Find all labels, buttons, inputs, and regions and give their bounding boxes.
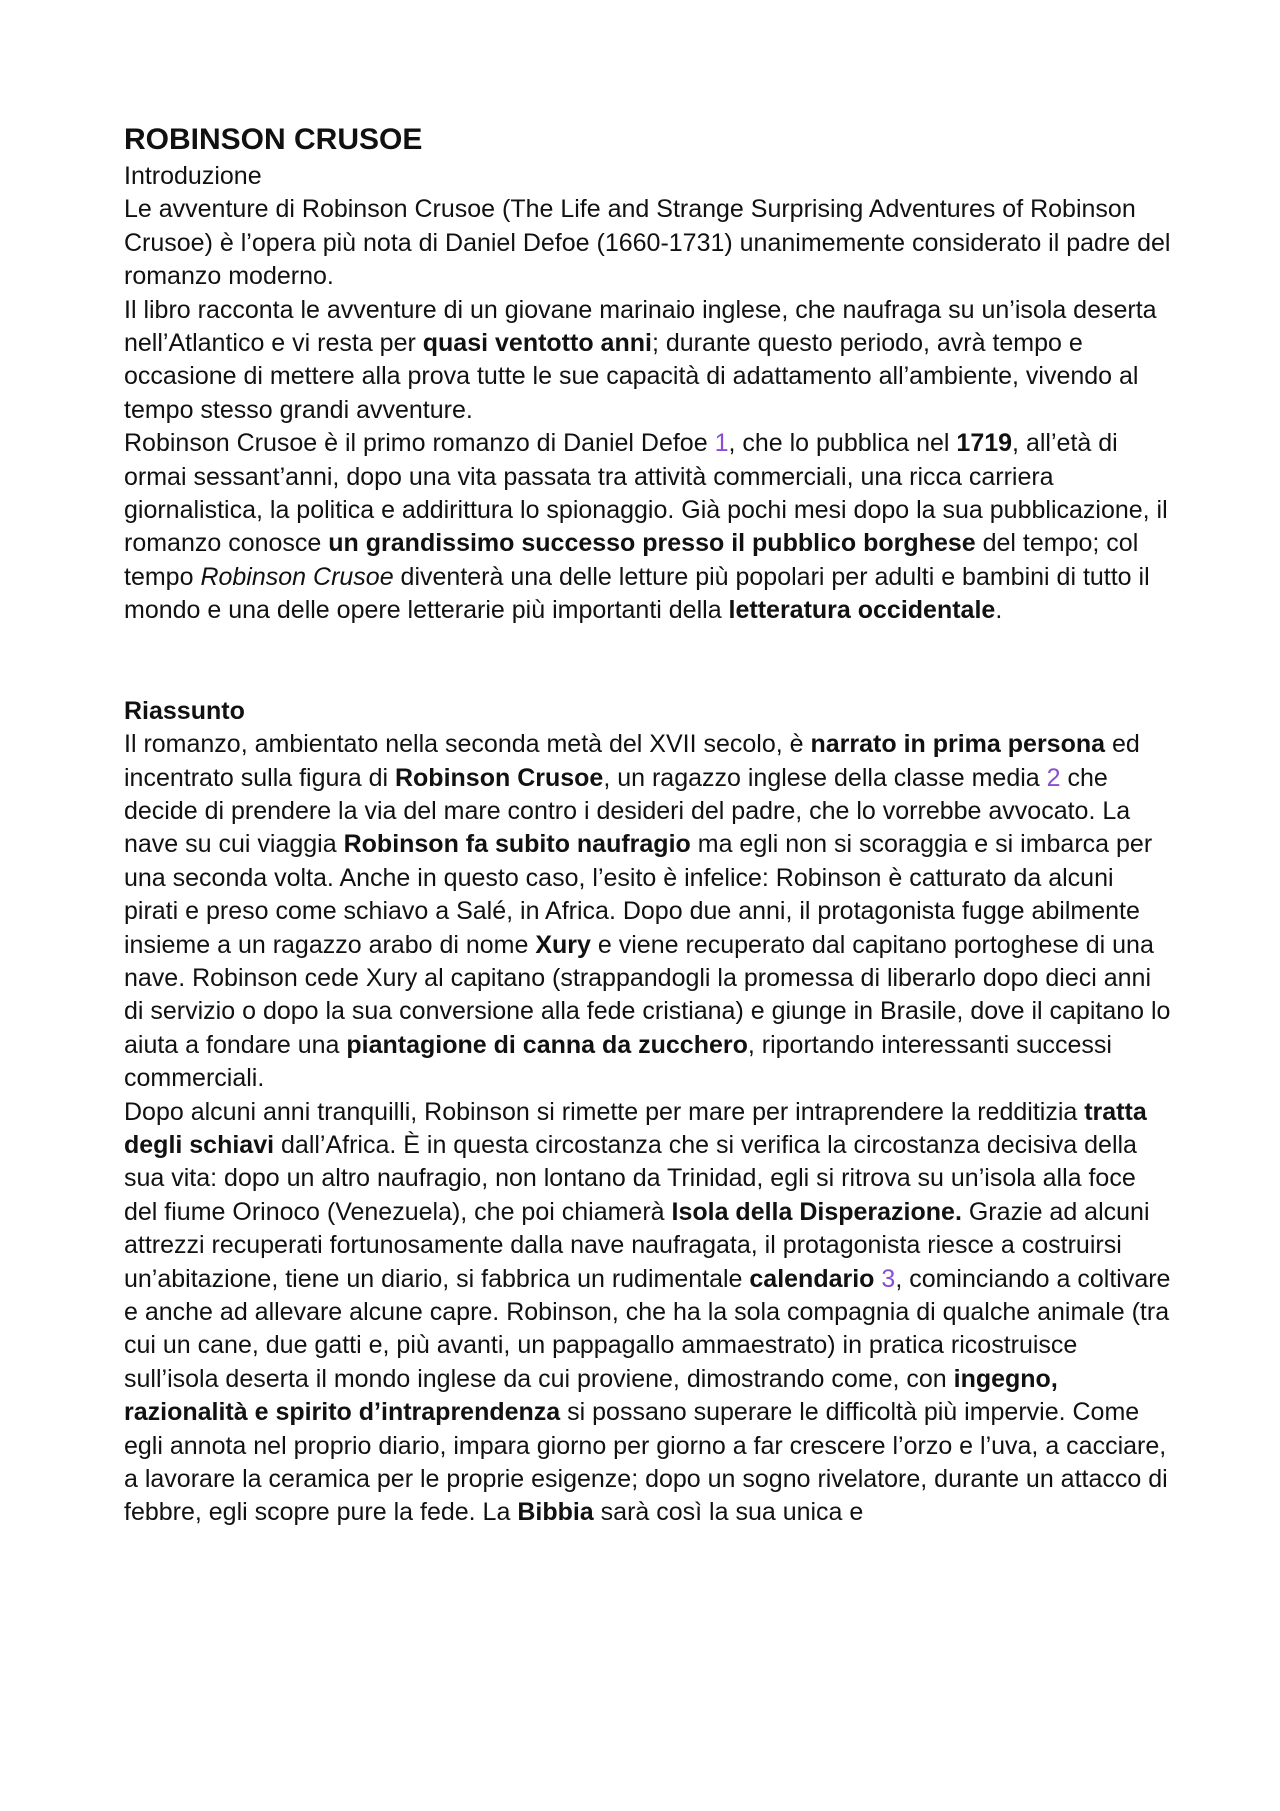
document-title: ROBINSON CRUSOE xyxy=(124,123,423,156)
text-run: ma egli non si scoraggia e si imbarca per una seconda volta. Anche in questo caso, l’esito è infelice: Robinson è catturato da alcuni pirati e preso come schiavo a Salé, in Africa. Dopo due anni, il protagonista fugge abilmente insieme a un ragazzo arabo di nome xyxy=(124,830,1153,959)
text-run: sarà così la sua unica e xyxy=(593,1498,864,1527)
section-heading-riassunto: Riassunto xyxy=(124,696,245,725)
intro-paragraph-1: Le avventure di Robinson Crusoe (The Life and Strange Surprising Adventures of Robinson Crusoe) è l’opera più nota di Daniel Defoe (1660-1731) unanimemente considerato il padre del romanzo moderno. xyxy=(124,195,1171,291)
text-run: dall’Africa. È in questa circostanza che si verifica la circostanza decisiva della sua vita: dopo un altro naufragio, non lontano da Trinidad, egli si ritrova su un’isola alla foce del fiume Orinoco (Venezuela), che poi chiamerà xyxy=(124,1130,1137,1226)
text-run: Dopo alcuni anni tranquilli, Robinson si rimette per mare per intraprendere la redditizia xyxy=(124,1097,1085,1126)
text-run: ed incentrato sulla figura di xyxy=(124,730,1140,792)
text-run: , che lo pubblica nel xyxy=(728,429,957,458)
bold-text: Xury xyxy=(535,930,591,959)
text-run: ; durante questo periodo, avrà tempo e occasione di mettere alla prova tutte le sue capacità di adattamento all’ambiente, vivendo al tempo stesso grandi avventure. xyxy=(124,329,1139,424)
footnote-ref-3[interactable]: 3 xyxy=(881,1264,896,1293)
footnote-ref-2[interactable]: 2 xyxy=(1046,763,1061,792)
text-run: , riportando interessanti successi commerciali. xyxy=(124,1030,1112,1093)
footnote-ref-1[interactable]: 1 xyxy=(714,429,729,458)
bold-text: piantagione di canna da zucchero xyxy=(346,1030,748,1059)
bold-text: narrato in prima persona xyxy=(810,730,1106,759)
document-page xyxy=(124,120,1174,1530)
bold-text: ingegno, razionalità e spirito d’intraprendenza xyxy=(124,1364,1058,1427)
bold-text: tratta degli schiavi xyxy=(124,1097,1147,1159)
text-run: , all’età di ormai sessant’anni, dopo una vita passata tra attività commerciali, una ricca carriera giornalistica, la politica e addirittura lo spionaggio. Già pochi mesi dopo la sua pubblicazione, il romanzo conosce xyxy=(124,429,1168,558)
text-run: Il romanzo, ambientato nella seconda metà del XVII secolo, è xyxy=(124,730,811,759)
text-run: , un ragazzo inglese della classe media xyxy=(603,763,1047,792)
section-subtitle-introduzione: Introduzione xyxy=(124,162,262,190)
text-run: . xyxy=(995,596,1003,625)
intro-paragraph-2 xyxy=(124,294,1174,428)
intro-paragraph-3 xyxy=(124,427,1174,627)
text-run: Grazie ad alcuni attrezzi recuperati fortunosamente dalla nave naufragata, il protagonista riesce a costruirsi un’abitazione, tiene un diario, si fabbrica un rudimentale xyxy=(124,1197,1150,1293)
text-run: Il libro racconta le avventure di un giovane marinaio inglese, che naufraga su un’isola deserta nell’Atlantico e vi resta per xyxy=(124,295,1157,358)
bold-text: Robinson fa subito naufragio xyxy=(343,830,691,859)
text-run: che decide di prendere la via del mare contro i desideri del padre, che lo vorrebbe avvocato. La nave su cui viaggia xyxy=(124,763,1131,859)
text-run: del tempo; col tempo xyxy=(124,529,1139,591)
bold-text: Isola della Disperazione. xyxy=(671,1197,962,1226)
text-run: Robinson Crusoe è il primo romanzo di Daniel Defoe xyxy=(124,429,715,458)
bold-text: calendario xyxy=(749,1264,875,1293)
text-run: diventerà una delle letture più popolari per adulti e bambini di tutto il mondo e una delle opere letterarie più importanti della xyxy=(124,562,1150,625)
summary-paragraph-1 xyxy=(124,728,1174,1095)
bold-text: quasi ventotto anni xyxy=(422,329,652,358)
text-run: e viene recuperato dal capitano portoghese di una nave. Robinson cede Xury al capitano (strappandogli la promessa di liberarlo dopo dieci anni di servizio o dopo la sua conversione alla fede cristiana) e giunge in Brasile, dove il capitano lo aiuta a fondare una xyxy=(124,930,1171,1059)
bold-text: Robinson Crusoe xyxy=(394,763,604,792)
summary-paragraph-2 xyxy=(124,1096,1174,1530)
bold-text: Bibbia xyxy=(517,1498,594,1527)
section-spacer xyxy=(124,628,1174,695)
bold-text: letteratura occidentale xyxy=(728,596,996,625)
text-run: si possano superare le difficoltà più impervie. Come egli annota nel proprio diario, impara giorno per giorno a far crescere l’orzo e l’uva, a cacciare, a lavorare la ceramica per le proprie esigenze; dopo un sogno rivelatore, durante un attacco di febbre, egli scopre pure la fede. La xyxy=(124,1398,1168,1527)
italic-text: Robinson Crusoe xyxy=(200,562,394,591)
bold-text: 1719 xyxy=(956,429,1013,458)
text-run: , cominciando a coltivare e anche ad allevare alcune capre. Robinson, che ha la sola compagnia di qualche animale (tra cui un cane, due gatti e, più avanti, un pappagallo ammaestrato) in pratica ricostruisce sull’isola deserta il mondo inglese da cui proviene, dimostrando come, con xyxy=(124,1264,1171,1393)
bold-text: un grandissimo successo presso il pubblico borghese xyxy=(328,529,976,558)
